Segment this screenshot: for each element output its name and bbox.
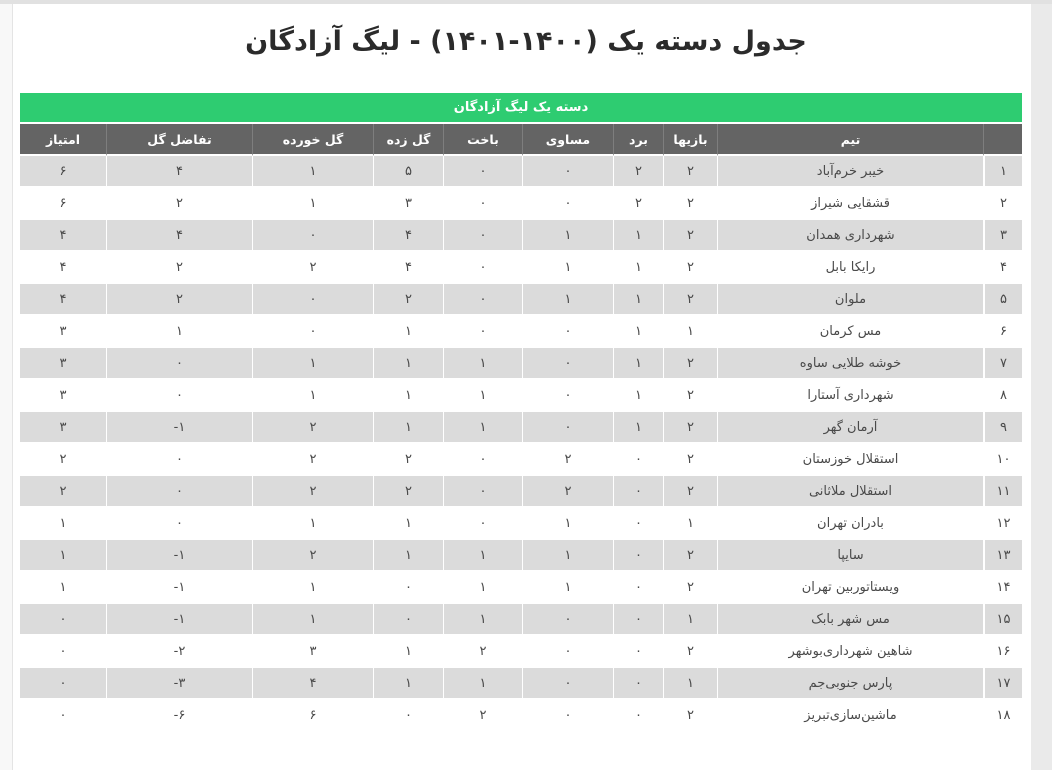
cell-played: ۲ (663, 412, 717, 444)
cell-team-name: خوشه طلایی ساوه (717, 348, 983, 380)
cell-rank: ۱۱ (983, 476, 1022, 508)
standings-table (20, 124, 1022, 732)
table-row (20, 220, 1022, 252)
cell-wins: ۱ (613, 284, 663, 316)
table-row (20, 412, 1022, 444)
cell-draws: ۰ (522, 700, 613, 732)
table-row (20, 252, 1022, 284)
cell-played: ۱ (663, 668, 717, 700)
cell-points: ۰ (20, 700, 106, 732)
cell-goals-against: ۰ (252, 284, 373, 316)
cell-rank: ۱ (983, 156, 1022, 188)
cell-draws: ۰ (522, 636, 613, 668)
column-header-goals-for: گل زده (373, 124, 443, 156)
cell-goals-against: ۱ (252, 348, 373, 380)
cell-rank: ۵ (983, 284, 1022, 316)
cell-draws: ۰ (522, 316, 613, 348)
cell-team-name: بادران تهران (717, 508, 983, 540)
column-header-wins: برد (613, 124, 663, 156)
table-row (20, 348, 1022, 380)
cell-rank: ۱۸ (983, 700, 1022, 732)
cell-goals-for: ۱ (373, 636, 443, 668)
cell-losses: ۰ (443, 252, 522, 284)
cell-goal-diff: -۱ (106, 572, 252, 604)
cell-goal-diff: -۶ (106, 700, 252, 732)
cell-goals-against: ۲ (252, 540, 373, 572)
cell-goals-for: ۱ (373, 412, 443, 444)
cell-goals-against: ۲ (252, 252, 373, 284)
cell-wins: ۱ (613, 316, 663, 348)
cell-losses: ۱ (443, 380, 522, 412)
cell-goals-against: ۰ (252, 220, 373, 252)
cell-draws: ۰ (522, 348, 613, 380)
cell-losses: ۱ (443, 668, 522, 700)
cell-goals-for: ۲ (373, 284, 443, 316)
page-title: جدول دسته یک (۱۴۰۰-۱۴۰۱) - لیگ آزادگان (245, 26, 807, 57)
cell-wins: ۱ (613, 252, 663, 284)
cell-goals-for: ۲ (373, 476, 443, 508)
cell-team-name: سایپا (717, 540, 983, 572)
cell-goal-diff: ۰ (106, 508, 252, 540)
cell-goal-diff: -۱ (106, 540, 252, 572)
window-top-strip (0, 0, 1052, 4)
table-row (20, 316, 1022, 348)
cell-goals-against: ۱ (252, 572, 373, 604)
cell-played: ۲ (663, 700, 717, 732)
cell-goal-diff: -۳ (106, 668, 252, 700)
cell-team-name: آرمان گهر (717, 412, 983, 444)
cell-draws: ۲ (522, 444, 613, 476)
cell-goals-for: ۰ (373, 572, 443, 604)
cell-losses: ۱ (443, 572, 522, 604)
table-row (20, 572, 1022, 604)
cell-losses: ۰ (443, 508, 522, 540)
cell-goals-against: ۱ (252, 380, 373, 412)
cell-goals-against: ۳ (252, 636, 373, 668)
cell-played: ۲ (663, 252, 717, 284)
cell-wins: ۱ (613, 412, 663, 444)
cell-goal-diff: ۰ (106, 380, 252, 412)
cell-wins: ۰ (613, 636, 663, 668)
cell-team-name: شاهین شهرداری‌بوشهر (717, 636, 983, 668)
cell-goals-against: ۲ (252, 476, 373, 508)
table-row (20, 476, 1022, 508)
cell-draws: ۱ (522, 220, 613, 252)
cell-wins: ۰ (613, 572, 663, 604)
column-header-points: امتیاز (20, 124, 106, 156)
cell-goal-diff: -۲ (106, 636, 252, 668)
cell-goals-for: ۰ (373, 700, 443, 732)
cell-points: ۳ (20, 412, 106, 444)
cell-rank: ۱۴ (983, 572, 1022, 604)
cell-draws: ۱ (522, 572, 613, 604)
cell-points: ۱ (20, 540, 106, 572)
cell-draws: ۱ (522, 540, 613, 572)
cell-points: ۶ (20, 156, 106, 188)
cell-goal-diff: -۱ (106, 412, 252, 444)
cell-played: ۲ (663, 348, 717, 380)
column-header-goal-diff: تفاضل گل (106, 124, 252, 156)
cell-goals-against: ۰ (252, 316, 373, 348)
cell-goals-for: ۱ (373, 380, 443, 412)
cell-points: ۴ (20, 284, 106, 316)
cell-team-name: ویستاتوربین تهران (717, 572, 983, 604)
cell-draws: ۱ (522, 284, 613, 316)
table-row (20, 188, 1022, 220)
cell-goals-for: ۱ (373, 316, 443, 348)
cell-losses: ۰ (443, 156, 522, 188)
cell-rank: ۳ (983, 220, 1022, 252)
table-row (20, 284, 1022, 316)
cell-goals-against: ۱ (252, 188, 373, 220)
cell-rank: ۷ (983, 348, 1022, 380)
column-header-draws: مساوی (522, 124, 613, 156)
cell-goal-diff: -۱ (106, 604, 252, 636)
cell-team-name: استقلال خوزستان (717, 444, 983, 476)
cell-played: ۲ (663, 188, 717, 220)
cell-losses: ۱ (443, 348, 522, 380)
cell-played: ۲ (663, 636, 717, 668)
column-header-team: تیم (717, 124, 983, 156)
cell-wins: ۰ (613, 508, 663, 540)
cell-goals-for: ۱ (373, 508, 443, 540)
cell-wins: ۰ (613, 668, 663, 700)
cell-played: ۲ (663, 380, 717, 412)
cell-goal-diff: ۲ (106, 284, 252, 316)
cell-points: ۳ (20, 316, 106, 348)
cell-rank: ۴ (983, 252, 1022, 284)
cell-goals-against: ۴ (252, 668, 373, 700)
cell-team-name: ماشین‌سازی‌تبریز (717, 700, 983, 732)
table-row (20, 636, 1022, 668)
cell-rank: ۱۶ (983, 636, 1022, 668)
cell-played: ۲ (663, 540, 717, 572)
cell-draws: ۰ (522, 380, 613, 412)
cell-played: ۲ (663, 156, 717, 188)
cell-wins: ۱ (613, 380, 663, 412)
cell-team-name: ملوان (717, 284, 983, 316)
cell-goals-for: ۵ (373, 156, 443, 188)
table-row (20, 508, 1022, 540)
column-header-goals-against: گل خورده (252, 124, 373, 156)
cell-points: ۲ (20, 444, 106, 476)
cell-draws: ۲ (522, 476, 613, 508)
cell-rank: ۶ (983, 316, 1022, 348)
cell-goal-diff: ۰ (106, 476, 252, 508)
cell-points: ۳ (20, 348, 106, 380)
table-caption: دسته یک لیگ آزادگان (20, 93, 1022, 122)
cell-losses: ۰ (443, 220, 522, 252)
cell-losses: ۰ (443, 476, 522, 508)
cell-wins: ۰ (613, 604, 663, 636)
left-gutter (0, 4, 13, 770)
cell-draws: ۱ (522, 508, 613, 540)
cell-points: ۰ (20, 668, 106, 700)
cell-goal-diff: ۲ (106, 252, 252, 284)
cell-goals-against: ۲ (252, 444, 373, 476)
cell-goals-for: ۴ (373, 252, 443, 284)
cell-losses: ۱ (443, 412, 522, 444)
cell-points: ۴ (20, 252, 106, 284)
cell-goals-against: ۱ (252, 156, 373, 188)
cell-team-name: مس شهر بابک (717, 604, 983, 636)
cell-goal-diff: ۲ (106, 188, 252, 220)
cell-goals-for: ۱ (373, 668, 443, 700)
cell-losses: ۲ (443, 700, 522, 732)
league-table (20, 93, 1022, 732)
cell-losses: ۰ (443, 316, 522, 348)
cell-team-name: شهرداری آستارا (717, 380, 983, 412)
cell-goals-against: ۱ (252, 508, 373, 540)
table-row (20, 700, 1022, 732)
cell-points: ۶ (20, 188, 106, 220)
cell-wins: ۰ (613, 540, 663, 572)
cell-draws: ۰ (522, 604, 613, 636)
cell-draws: ۰ (522, 188, 613, 220)
cell-rank: ۱۷ (983, 668, 1022, 700)
cell-draws: ۰ (522, 156, 613, 188)
cell-goals-for: ۳ (373, 188, 443, 220)
cell-points: ۲ (20, 476, 106, 508)
cell-draws: ۰ (522, 412, 613, 444)
cell-team-name: رایکا بابل (717, 252, 983, 284)
column-header-played: بازیها (663, 124, 717, 156)
league-table-body (20, 156, 1022, 732)
cell-points: ۴ (20, 220, 106, 252)
cell-goals-for: ۴ (373, 220, 443, 252)
cell-played: ۲ (663, 220, 717, 252)
cell-played: ۲ (663, 476, 717, 508)
table-header-row (20, 124, 1022, 156)
cell-goals-against: ۶ (252, 700, 373, 732)
cell-team-name: استقلال ملاثانی (717, 476, 983, 508)
cell-losses: ۱ (443, 604, 522, 636)
cell-points: ۰ (20, 636, 106, 668)
table-row (20, 604, 1022, 636)
column-header-losses: باخت (443, 124, 522, 156)
cell-played: ۲ (663, 444, 717, 476)
cell-wins: ۰ (613, 444, 663, 476)
cell-wins: ۲ (613, 156, 663, 188)
cell-rank: ۱۰ (983, 444, 1022, 476)
cell-rank: ۱۳ (983, 540, 1022, 572)
cell-points: ۱ (20, 572, 106, 604)
cell-team-name: شهرداری همدان (717, 220, 983, 252)
cell-played: ۲ (663, 284, 717, 316)
cell-goal-diff: ۴ (106, 220, 252, 252)
cell-team-name: خیبر خرم‌آباد (717, 156, 983, 188)
cell-goal-diff: ۴ (106, 156, 252, 188)
cell-goals-against: ۲ (252, 412, 373, 444)
cell-wins: ۲ (613, 188, 663, 220)
cell-played: ۱ (663, 508, 717, 540)
cell-played: ۱ (663, 316, 717, 348)
cell-rank: ۸ (983, 380, 1022, 412)
cell-losses: ۰ (443, 188, 522, 220)
table-row (20, 444, 1022, 476)
cell-draws: ۱ (522, 252, 613, 284)
cell-goals-for: ۱ (373, 348, 443, 380)
cell-goals-for: ۱ (373, 540, 443, 572)
cell-rank: ۱۵ (983, 604, 1022, 636)
cell-team-name: پارس جنوبی‌جم (717, 668, 983, 700)
cell-wins: ۰ (613, 700, 663, 732)
cell-losses: ۰ (443, 284, 522, 316)
cell-losses: ۲ (443, 636, 522, 668)
cell-wins: ۱ (613, 348, 663, 380)
cell-rank: ۹ (983, 412, 1022, 444)
table-row (20, 156, 1022, 188)
cell-rank: ۲ (983, 188, 1022, 220)
cell-goals-for: ۲ (373, 444, 443, 476)
cell-losses: ۱ (443, 540, 522, 572)
cell-team-name: قشقایی شیراز (717, 188, 983, 220)
right-gutter (1031, 4, 1052, 770)
table-row (20, 540, 1022, 572)
column-header-rank (983, 124, 1022, 156)
table-row (20, 668, 1022, 700)
cell-played: ۲ (663, 572, 717, 604)
cell-losses: ۰ (443, 444, 522, 476)
cell-goals-for: ۰ (373, 604, 443, 636)
cell-goal-diff: ۱ (106, 316, 252, 348)
cell-goals-against: ۱ (252, 604, 373, 636)
cell-points: ۳ (20, 380, 106, 412)
cell-draws: ۰ (522, 668, 613, 700)
cell-points: ۰ (20, 604, 106, 636)
cell-wins: ۱ (613, 220, 663, 252)
cell-goal-diff: ۰ (106, 348, 252, 380)
cell-points: ۱ (20, 508, 106, 540)
cell-rank: ۱۲ (983, 508, 1022, 540)
cell-team-name: مس کرمان (717, 316, 983, 348)
table-row (20, 380, 1022, 412)
cell-goal-diff: ۰ (106, 444, 252, 476)
cell-wins: ۰ (613, 476, 663, 508)
cell-played: ۱ (663, 604, 717, 636)
